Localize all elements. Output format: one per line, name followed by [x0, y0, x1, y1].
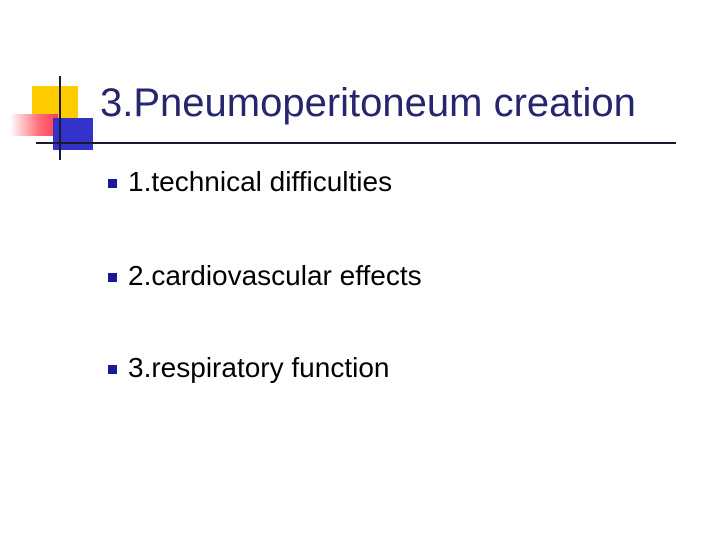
bullet-text: 2.cardiovascular effects	[128, 260, 422, 291]
square-bullet-icon	[108, 179, 117, 188]
title-ornament-vertical-line	[59, 76, 61, 160]
bullet-text: 1.technical difficulties	[128, 166, 393, 197]
title-ornament-red-bar	[10, 114, 58, 136]
title-underline-rule	[60, 142, 676, 144]
list-item	[108, 162, 393, 202]
slide-title: 3.Pneumoperitoneum creation	[100, 81, 636, 125]
list-item	[108, 348, 390, 388]
square-bullet-icon	[108, 273, 117, 282]
list-item	[108, 256, 422, 296]
square-bullet-icon	[108, 365, 117, 374]
bullet-text: 3.respiratory function	[128, 352, 390, 383]
